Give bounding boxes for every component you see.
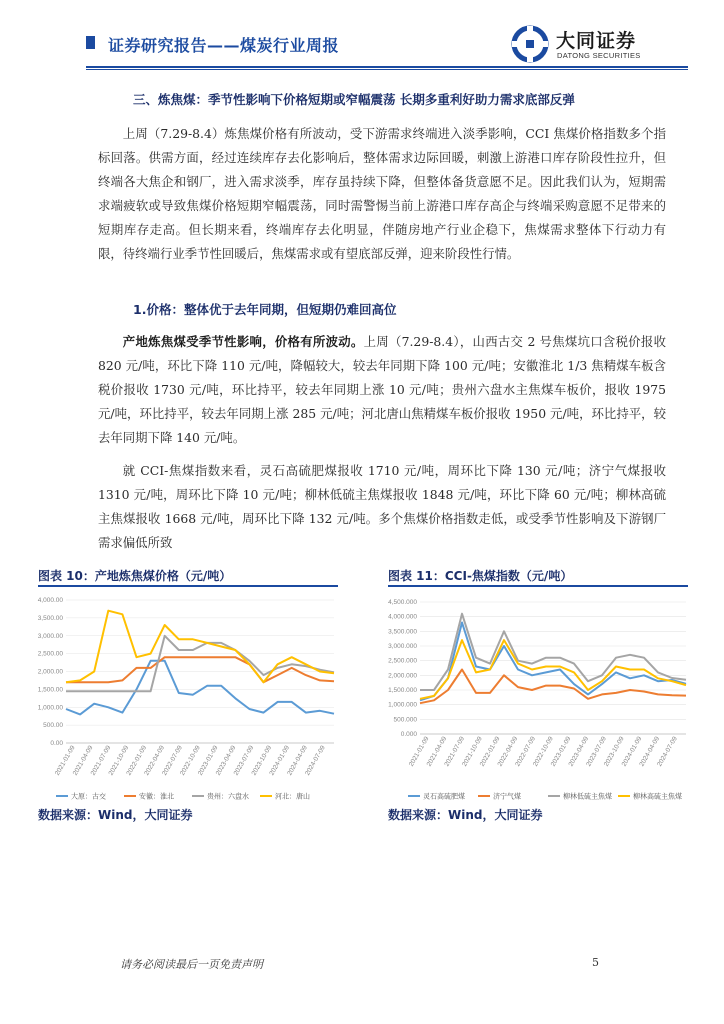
series-line-2 <box>66 657 334 682</box>
x-tick-label: 2022-04-09 <box>143 744 166 777</box>
y-tick-label: 3,000.00 <box>37 632 63 640</box>
header-marker <box>86 36 95 49</box>
x-tick-label: 2021-07-09 <box>443 735 467 768</box>
page-number: 5 <box>592 956 599 969</box>
figure-11-source: 数据来源：Wind，大同证券 <box>388 808 543 822</box>
y-tick-label: 1,500.000 <box>388 687 417 694</box>
x-tick-label: 2023-04-09 <box>567 735 591 768</box>
y-tick-label: 3,000.000 <box>388 643 417 650</box>
figure-10-title: 图表 10：产地炼焦煤价格（元/吨） <box>38 569 232 583</box>
y-tick-label: 0.000 <box>400 731 417 738</box>
y-tick-label: 500.000 <box>393 716 417 724</box>
y-tick-label: 4,000.000 <box>388 613 417 621</box>
header-rule-thin <box>86 69 688 70</box>
y-tick-label: 2,000.00 <box>37 668 63 676</box>
series-line-2 <box>420 670 686 704</box>
price-paragraph-lead: 产地炼焦煤受季节性影响，价格有所波动。 <box>122 334 364 349</box>
x-tick-label: 2023-01-09 <box>196 744 220 777</box>
legend-label: 柳林高硫主焦煤 <box>633 792 682 801</box>
logo-en-name: DATONG SECURITIES <box>557 51 641 60</box>
x-tick-label: 2024-07-09 <box>656 735 679 768</box>
logo-icon <box>510 24 550 64</box>
legend-label: 贵州：六盘水 <box>207 792 249 801</box>
logo-cn-name: 大同证券 <box>556 30 637 52</box>
figure-11-title: 图表 11：CCI-焦煤指数（元/吨） <box>388 569 573 583</box>
x-tick-label: 2021-10-09 <box>461 735 484 768</box>
x-tick-label: 2024-04-09 <box>638 735 662 768</box>
x-tick-label: 2024-01-09 <box>268 744 292 777</box>
x-tick-label: 2022-07-09 <box>161 744 184 777</box>
x-tick-label: 2023-10-09 <box>602 735 626 768</box>
intro-paragraph: 上周（7.29-8.4）炼焦煤价格有所波动，受下游需求终端进入淡季影响，CCI 焦煤价格指数多个指标回落。供需方面，经过连续库存去化影响后，整体需求边际回暖，刺激上游港口库存阶段性拉升，但终端各大焦企和钢厂，进入需求淡季，库存虽持续下降，但整体备货意愿不足。因此我们认为，短期需求端疲软或导致焦煤价格短期窄幅震荡，同时需警惕当前上游港口库存高企与终端采购意愿不足带来的短期库存走高。但长期来看，终端库存去化明显，伴随房地产行业企稳下，焦煤需求整体下行动力有限，待终端行业季节性回暖后，焦煤需求或有望底部反弹，迎来阶段性行情。 <box>98 126 666 261</box>
y-tick-label: 1,000.00 <box>37 704 63 712</box>
y-tick-label: 1,500.00 <box>37 686 63 694</box>
y-tick-label: 2,500.000 <box>388 657 417 665</box>
x-tick-label: 2022-07-09 <box>514 735 537 768</box>
section-title: 三、炼焦煤：季节性影响下价格短期或窄幅震荡 长期多重利好助力需求底部反弹 <box>133 92 575 107</box>
x-tick-label: 2022-10-09 <box>532 735 555 768</box>
figure-10-rule <box>38 585 338 587</box>
subsection-title: 1.价格：整体优于去年同期，但短期仍难回高位 <box>133 302 397 317</box>
x-tick-label: 2023-07-09 <box>585 735 608 768</box>
series-line-1 <box>420 623 686 701</box>
legend-label: 河北：唐山 <box>275 792 310 801</box>
footer-disclaimer: 请务必阅读最后一页免责声明 <box>120 958 263 971</box>
x-tick-label: 2022-01-09 <box>478 735 502 768</box>
series-line-3 <box>420 614 686 690</box>
x-tick-label: 2024-07-09 <box>304 744 327 777</box>
company-logo <box>510 24 670 64</box>
y-tick-label: 500.00 <box>43 722 63 730</box>
cci-paragraph: 就 CCI-焦煤指数来看，灵石高硫肥煤报收 1710 元/吨，周环比下降 130 元/吨；济宁气煤报收 1310 元/吨，周环比下降 10 元/吨；柳林低硫主焦煤报收 1848 元/吨，环比下降 60 元/吨；柳林高硫主焦煤报收 1668 元/吨，周环比下降 132 元/吨。多个焦煤价格指数走低，或受季节性影响及下游钢厂需求偏低所致 <box>98 463 666 550</box>
x-tick-label: 2021-01-09 <box>407 735 431 768</box>
y-tick-label: 1,000.000 <box>388 701 417 709</box>
figure-11-rule <box>388 585 688 587</box>
x-tick-label: 2022-04-09 <box>496 735 520 768</box>
legend-label: 安徽：淮北 <box>139 792 174 801</box>
y-tick-label: 3,500.000 <box>388 628 417 636</box>
x-tick-label: 2023-10-09 <box>250 744 274 777</box>
y-tick-label: 4,000.00 <box>37 597 63 604</box>
report-header-title: 证券研究报告——煤炭行业周报 <box>108 36 340 55</box>
x-tick-label: 2024-04-09 <box>286 744 309 777</box>
price-paragraph-body: 上周（7.29-8.4），山西古交 2 号焦煤坑口含税价报收 820 元/吨，环比下降 110 元/吨，降幅较大，较去年同期下降 100 元/吨；安徽淮北 1/3 焦精煤车板含税价报收 1730 元/吨，环比持平，较去年同期上涨 10 元/吨；贵州六盘水主焦煤车板价，报收 1975 元/吨，环比持平，较去年同期上涨 285 元/吨；河北唐山焦精煤车板价报收 1950 元/吨，环比持平，较去年同期下降 140 元/吨。 <box>98 334 666 445</box>
x-tick-label: 2021-04-09 <box>71 744 95 777</box>
chart-coking-coal-prices <box>28 590 338 802</box>
legend-label: 大原：古交 <box>71 792 106 801</box>
x-tick-label: 2024-01-09 <box>620 735 644 768</box>
header-rule <box>86 66 688 68</box>
x-tick-label: 2023-07-09 <box>232 744 256 777</box>
legend-label: 济宁气煤 <box>493 792 521 801</box>
y-tick-label: 3,500.00 <box>37 614 63 622</box>
price-paragraph <box>98 330 666 450</box>
x-tick-label: 2022-01-09 <box>125 744 149 777</box>
legend-label: 灵石高硫肥煤 <box>423 792 465 801</box>
y-tick-label: 4,500.000 <box>388 599 417 606</box>
x-tick-label: 2023-01-09 <box>549 735 573 768</box>
x-tick-label: 2021-04-09 <box>425 735 449 768</box>
x-tick-label: 2022-10-09 <box>179 744 202 777</box>
y-tick-label: 2,500.00 <box>37 650 63 658</box>
figure-10-source: 数据来源：Wind，大同证券 <box>38 808 193 822</box>
x-tick-label: 2023-04-09 <box>214 744 238 777</box>
x-tick-label: 2021-10-09 <box>107 744 131 777</box>
chart-cci-index <box>378 590 690 802</box>
y-tick-label: 0.00 <box>50 740 63 747</box>
y-tick-label: 2,000.000 <box>388 672 417 680</box>
x-tick-label: 2021-01-09 <box>53 744 77 777</box>
legend-label: 柳林低硫主焦煤 <box>563 792 612 801</box>
x-tick-label: 2021-07-09 <box>89 744 113 777</box>
